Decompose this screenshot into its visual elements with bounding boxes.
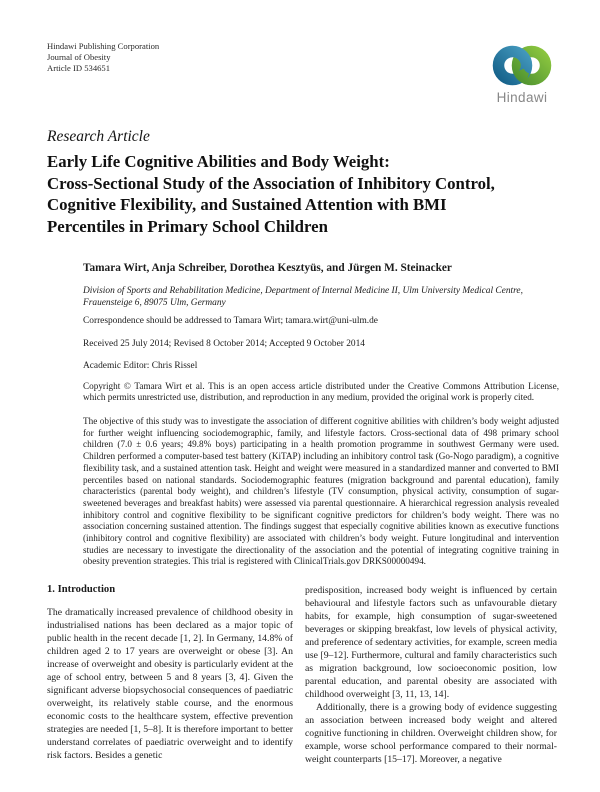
journal-line: Journal of Obesity [47,52,111,62]
academic-editor-line: Academic Editor: Chris Rissel [83,361,198,371]
intro-left-column [47,606,293,762]
publisher-line: Hindawi Publishing Corporation [47,41,160,51]
hindawi-logo [490,44,554,105]
received-revised-accepted-line: Received 25 July 2014; Revised 8 October 2014; Accepted 9 October 2014 [83,339,365,349]
hindawi-rings-icon [492,44,552,88]
intro-paragraph-right-2: Additionally, there is a growing body of evidence suggesting an association between increased body weight and altered cognitive functioning in children. Overweight children show, for example, worse school performance compared to their normal-weight counterparts [15–17]. Moreover, a negative [305,702,557,765]
introduction-heading: 1. Introduction [47,584,116,595]
intro-paragraph-right-1: predisposition, increased body weight is influenced by certain behavioural and lifestyle factors such as unfavourable dietary habits, for example, high consumption of sugar-sweetened beverages or skipping breakfast, low levels of physical activity, and preference of sedentary activities, for example, screen media use [9–12]. Furthermore, cultural and family characteristics such as migration background, low socioeconomic position, low parental education, and parental obesity are associated with childhood overweight [3, 11, 13, 14]. [305,585,557,700]
copyright-paragraph: Copyright © Tamara Wirt et al. This is an open access article distributed under the Creative Commons Attribution License, which permits unrestricted use, distribution, and reproduction in any medium, provided the original work is properly cited. [83,381,559,403]
title-line-3: Cognitive Flexibility, and Sustained Attention with BMI [47,195,447,215]
article-title [47,151,562,237]
title-line-1: Early Life Cognitive Abilities and Body Weight: [47,152,390,171]
affiliation-line: Division of Sports and Rehabilitation Medicine, Department of Internal Medicine II, Ulm University Medical Centre, Frauensteige 6, 89075 Ulm, Germany [83,286,523,308]
article-type-label: Research Article [47,128,150,145]
article-id-line: Article ID 534651 [47,63,111,73]
correspondence-line: Correspondence should be addressed to Tamara Wirt; tamara.wirt@uni-ulm.de [83,316,378,326]
title-line-2: Cross-Sectional Study of the Association of Inhibitory Control, [47,173,495,193]
title-line-4: Percentiles in Primary School Children [47,216,328,236]
intro-paragraph-left: The dramatically increased prevalence of childhood obesity in industrialised nations has been declared as a major topic of public health in the recent decade [1, 2]. In Germany, 14.8% of children aged 2 to 17 years are overweight or obese [3]. An increase of overweight and obesity is particularly evident at the age of school entry, between 5 and 8 years [3, 4]. Given the significant adverse biopsychosocial consequences of paediatric overweight, its relatively stable course, and the enormous economic costs to the healthcare system, effective prevention strategies are needed [1, 5–8]. It is therefore important to better understand correlates of paediatric overweight and to identify risk factors. Besides a genetic [47,607,293,761]
intro-right-column [305,584,557,766]
hindawi-wordmark: Hindawi [496,90,548,105]
authors-line: Tamara Wirt, Anja Schreiber, Dorothea Kesztyüs, and Jürgen M. Steinacker [83,262,452,274]
masthead [47,41,159,74]
abstract-paragraph: The objective of this study was to investigate the association of different cognitive abilities with children’s body weight adjusted for further weight influencing sociodemographic, family, and lifestyle factors. Cross-sectional data of 498 primary school children (7.0 ± 0.6 years; 49.8% boys) participating in a health promotion programme in southwest Germany were used. Children performed a computer-based test battery (KiTAP) including an inhibitory control task (Go-Nogo paradigm), a cognitive flexibility task, and a sustained attention task. Height and weight were measured in a standardized manner and converted to BMI percentiles based on national standards. Sociodemographic features (migration background and parental education), family characteristics (parental body weight), and children’s lifestyle (TV consumption, physical activity, consumption of sugar-sweetened beverages and breakfast habits) were assessed via parental questionnaire. A hierarchical regression analysis revealed inhibitory control and cognitive flexibility to be significant cognitive predictors for children’s body weight. There was no association concerning sustained attention. The findings suggest that especially cognitive abilities known as executive functions (inhibitory control and cognitive flexibility) are associated with children’s body weight. Future longitudinal and intervention studies are necessary to investigate the directionality of the association and the potential of integrating cognitive training in obesity prevention strategies. This trial is registered with ClinicalTrials.gov DRKS00000494. [83,416,559,567]
